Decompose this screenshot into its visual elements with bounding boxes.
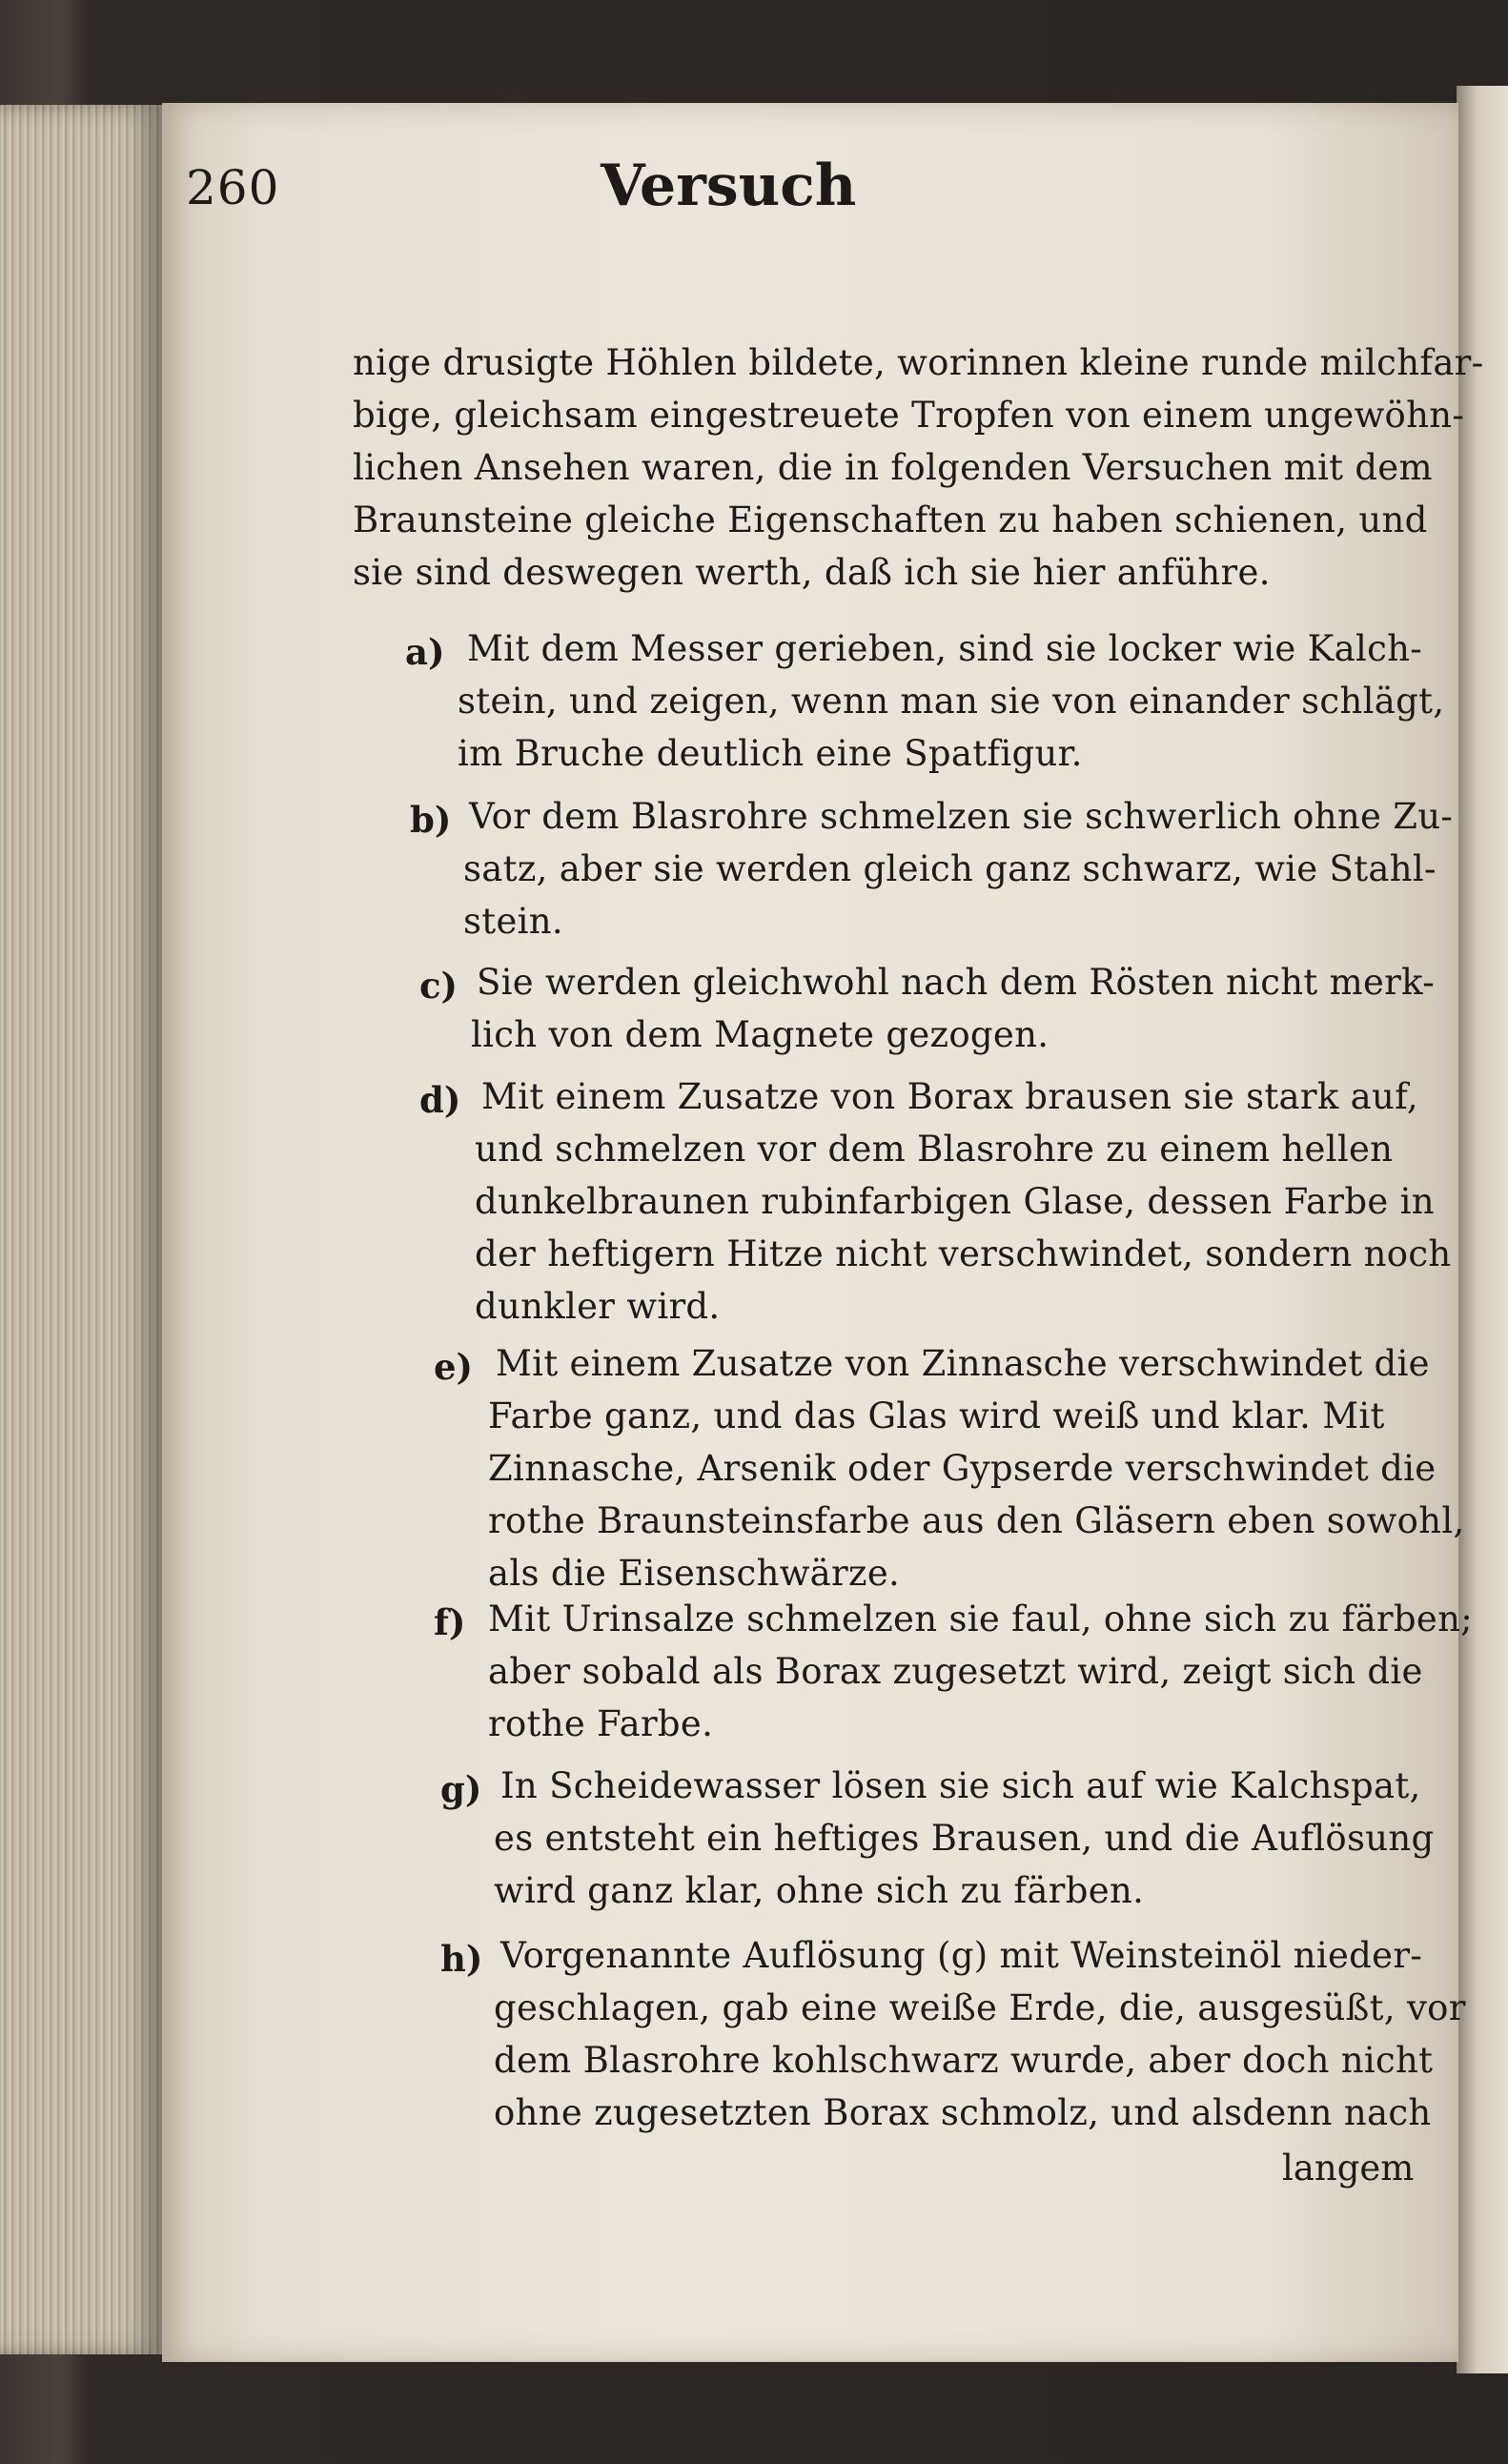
item-label: d) (419, 1079, 461, 1121)
item-label: a) (405, 631, 445, 673)
item-label: b) (410, 799, 452, 841)
item-line: der heftigern Hitze nicht verschwindet, sondern noch (475, 1233, 1452, 1274)
item-line: Sie werden gleichwohl nach dem Rösten nicht merk- (477, 962, 1436, 1003)
item-label: f) (434, 1601, 466, 1643)
item-line: Farbe ganz, und das Glas wird weiß und klar. Mit (488, 1395, 1385, 1436)
item-line: es entsteht ein heftiges Brausen, und die Auflösung (494, 1818, 1435, 1859)
intro-line: Braunsteine gleiche Eigenschaften zu haben schienen, und (353, 499, 1428, 540)
item-line: Mit Urinsalze schmelzen sie faul, ohne sich zu färben; (488, 1599, 1473, 1639)
item-line: Mit einem Zusatze von Zinnasche verschwindet die (496, 1343, 1430, 1384)
item-line: und schmelzen vor dem Blasrohre zu einem hellen (475, 1129, 1394, 1170)
item-line: Mit einem Zusatze von Borax brausen sie stark auf, (481, 1076, 1418, 1117)
item-line: In Scheidewasser lösen sie sich auf wie Kalchspat, (500, 1765, 1421, 1806)
item-line: rothe Farbe. (488, 1703, 714, 1744)
item-line: Zinnasche, Arsenik oder Gypserde verschwindet die (488, 1448, 1437, 1489)
item-line: satz, aber sie werden gleich ganz schwarz, wie Stahl- (463, 848, 1437, 889)
item-line: dem Blasrohre kohlschwarz wurde, aber doch nicht (494, 2040, 1434, 2081)
item-line: lich von dem Magnete gezogen. (471, 1014, 1049, 1055)
item-line: aber sobald als Borax zugesetzt wird, zeigt sich die (488, 1651, 1423, 1692)
intro-line: lichen Ansehen waren, die in folgenden Versuchen mit dem (353, 447, 1433, 488)
intro-line: nige drusigte Höhlen bildete, worinnen kleine runde milchfar- (353, 342, 1484, 383)
item-label: e) (434, 1346, 474, 1388)
item-line: Vor dem Blasrohre schmelzen sie schwerlich ohne Zu- (469, 796, 1454, 837)
item-label: c) (419, 965, 459, 1007)
catchword: langem (1282, 2148, 1415, 2189)
page-number: 260 (186, 160, 280, 215)
item-line: Vorgenannte Auflösung (g) mit Weinsteinöl nieder- (500, 1935, 1423, 1976)
intro-line: sie sind deswegen werth, daß ich sie hier anführe. (353, 552, 1271, 593)
item-line: wird ganz klar, ohne sich zu färben. (494, 1870, 1145, 1911)
item-line: als die Eisenschwärze. (488, 1553, 901, 1594)
item-line: Mit dem Messer gerieben, sind sie locker wie Kalch- (467, 628, 1423, 669)
running-head: Versuch (601, 153, 857, 219)
intro-line: bige, gleichsam eingestreuete Tropfen von einem ungewöhn- (353, 395, 1465, 436)
item-line: ohne zugesetzten Borax schmolz, und alsdenn nach (494, 2092, 1432, 2133)
item-line: rothe Braunsteinsfarbe aus den Gläsern eben sowohl, (488, 1500, 1465, 1541)
item-label: h) (440, 1938, 483, 1980)
item-line: dunkelbraunen rubinfarbigen Glase, dessen Farbe in (475, 1181, 1435, 1222)
item-line: stein. (463, 901, 563, 942)
item-line: im Bruche deutlich eine Spatfigur. (458, 733, 1083, 774)
item-label: g) (440, 1768, 482, 1810)
item-line: geschlagen, gab eine weiße Erde, die, ausgesüßt, vor (494, 1987, 1466, 2028)
item-line: dunkler wird. (475, 1286, 721, 1327)
item-line: stein, und zeigen, wenn man sie von einander schlägt, (458, 681, 1445, 722)
